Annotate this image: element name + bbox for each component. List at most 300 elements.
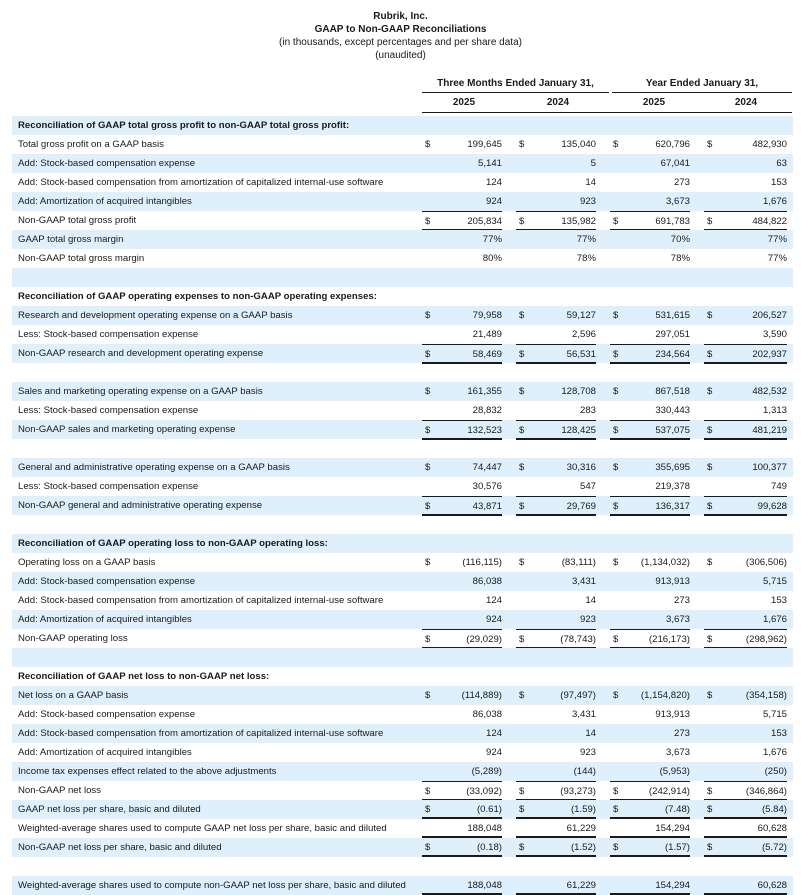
value-cell: [704, 496, 787, 516]
cell-value: (1,154,820): [640, 690, 690, 701]
cell-value: (1.57): [664, 842, 690, 853]
cell-value: 330,443: [655, 405, 690, 416]
table-row: [12, 211, 793, 230]
currency-symbol: $: [425, 690, 431, 701]
cell-value: 14: [585, 728, 596, 739]
table-row: [12, 249, 793, 268]
cell-value: 80%: [482, 253, 502, 264]
year-header-3: 2025: [642, 97, 666, 108]
value-cell: [704, 705, 787, 723]
value-cell: [610, 762, 690, 780]
value-cell: [422, 420, 502, 440]
value-cell: [422, 135, 502, 153]
section-label: Reconciliation of GAAP operating loss to non-GAAP operating loss:: [18, 538, 328, 549]
currency-symbol: $: [425, 842, 431, 853]
table-row: [12, 838, 793, 857]
currency-symbol: $: [425, 216, 431, 227]
cell-value: 30,576: [472, 481, 502, 492]
table-row: [12, 496, 793, 515]
value-cell: [422, 477, 502, 495]
spacer-row: [12, 363, 793, 382]
currency-symbol: $: [613, 786, 619, 797]
cell-value: 273: [673, 177, 690, 188]
cell-value: 79,958: [472, 310, 502, 321]
spacer-row: [12, 515, 793, 534]
value-cell: [704, 325, 787, 343]
cell-value: 482,532: [752, 386, 787, 397]
value-cell: [422, 629, 502, 649]
section-label: Reconciliation of GAAP operating expenses to non-GAAP operating expenses:: [18, 291, 377, 302]
currency-symbol: $: [519, 501, 525, 512]
currency-symbol: $: [707, 216, 713, 227]
currency-symbol: $: [613, 386, 619, 397]
value-cell: [610, 458, 690, 476]
value-cell: [422, 344, 502, 364]
value-cell: [422, 686, 502, 704]
cell-value: (250): [764, 766, 787, 777]
currency-symbol: $: [519, 139, 525, 150]
currency-symbol: $: [425, 786, 431, 797]
cell-value: 5,715: [762, 709, 787, 720]
currency-symbol: $: [613, 310, 619, 321]
value-cell: [422, 743, 502, 761]
value-cell: [610, 401, 690, 419]
value-cell: [422, 458, 502, 476]
value-cell: [610, 724, 690, 742]
year-header-2: 2024: [546, 97, 570, 108]
table-row: [12, 743, 793, 762]
table-row: [12, 876, 793, 895]
table-row: [12, 306, 793, 325]
value-cell: [516, 762, 596, 780]
cell-value: 100,377: [752, 462, 787, 473]
cell-value: (7.48): [664, 804, 690, 815]
row-label: Operating loss on a GAAP basis: [18, 557, 156, 568]
currency-symbol: $: [613, 349, 619, 360]
cell-value: 188,048: [467, 880, 502, 891]
currency-symbol: $: [707, 690, 713, 701]
value-cell: [704, 249, 787, 267]
value-cell: [422, 553, 502, 571]
row-label: General and administrative operating expense on a GAAP basis: [18, 462, 290, 473]
cell-value: (306,506): [745, 557, 787, 568]
row-label: Add: Stock-based compensation from amortization of capitalized internal-use software: [18, 728, 384, 739]
value-cell: [610, 819, 690, 838]
cell-value: 21,489: [472, 329, 502, 340]
cell-value: 913,913: [655, 709, 690, 720]
year-ended-header: Year Ended January 31,: [645, 78, 759, 89]
row-label: Weighted-average shares used to compute GAAP net loss per share, basic and diluted: [18, 823, 387, 834]
section-label: Reconciliation of GAAP net loss to non-GAAP net loss:: [18, 671, 270, 682]
table-row: [12, 382, 793, 401]
cell-value: 153: [770, 595, 787, 606]
table-row: [12, 477, 793, 496]
currency-symbol: $: [707, 462, 713, 473]
value-cell: [704, 344, 787, 364]
cell-value: 14: [585, 595, 596, 606]
currency-symbol: $: [707, 842, 713, 853]
cell-value: 1,676: [762, 747, 787, 758]
cell-value: 3,431: [571, 576, 596, 587]
cell-value: 481,219: [752, 425, 787, 436]
row-label: Non-GAAP general and administrative operating expense: [18, 500, 263, 511]
value-cell: [610, 876, 690, 895]
value-cell: [422, 192, 502, 210]
cell-value: 135,982: [561, 216, 596, 227]
value-cell: [516, 800, 596, 819]
cell-value: 136,317: [655, 501, 690, 512]
cell-value: (114,889): [461, 690, 502, 701]
cell-value: (5.72): [761, 842, 787, 853]
value-cell: [610, 800, 690, 819]
cell-value: 923: [579, 614, 596, 625]
value-cell: [516, 420, 596, 440]
cell-value: 128,708: [561, 386, 596, 397]
cell-value: 484,822: [752, 216, 787, 227]
cell-value: 77%: [767, 234, 787, 245]
report-subtitle: (in thousands, except percentages and per share data): [279, 37, 522, 48]
value-cell: [610, 382, 690, 400]
cell-value: (5.84): [761, 804, 787, 815]
cell-value: 67,041: [660, 158, 690, 169]
cell-value: 161,355: [467, 386, 502, 397]
value-cell: [422, 762, 502, 780]
value-cell: [610, 211, 690, 231]
value-cell: [422, 249, 502, 267]
table-row: [12, 325, 793, 344]
value-cell: [422, 173, 502, 191]
spacer-row: [12, 439, 793, 458]
value-cell: [704, 230, 787, 248]
cell-value: 297,051: [655, 329, 690, 340]
three-months-header: Three Months Ended January 31,: [437, 78, 594, 89]
currency-symbol: $: [425, 557, 431, 568]
table-row: [12, 135, 793, 154]
value-cell: [422, 382, 502, 400]
row-label: Non-GAAP sales and marketing operating expense: [18, 424, 236, 435]
table-row: [12, 230, 793, 249]
cell-value: (33,092): [466, 786, 502, 797]
table-row: [12, 154, 793, 173]
value-cell: [704, 686, 787, 704]
currency-symbol: $: [519, 804, 525, 815]
cell-value: (346,864): [745, 786, 787, 797]
value-cell: [610, 838, 690, 857]
value-cell: [610, 591, 690, 609]
cell-value: 78%: [576, 253, 596, 264]
value-cell: [704, 477, 787, 495]
value-cell: [422, 705, 502, 723]
cell-value: 43,871: [472, 501, 502, 512]
cell-value: 154,294: [655, 880, 690, 891]
row-label: Non-GAAP total gross margin: [18, 253, 145, 264]
value-cell: [704, 591, 787, 609]
cell-value: (1,134,032): [640, 557, 690, 568]
value-cell: [704, 800, 787, 819]
cell-value: 61,229: [566, 823, 596, 834]
header-bottom-rule: [422, 112, 792, 113]
currency-symbol: $: [707, 386, 713, 397]
cell-value: (1.52): [570, 842, 596, 853]
cell-value: 3,431: [571, 709, 596, 720]
value-cell: [516, 477, 596, 495]
value-cell: [516, 572, 596, 590]
cell-value: 1,676: [762, 614, 787, 625]
currency-symbol: $: [613, 425, 619, 436]
table-row: [12, 458, 793, 477]
currency-symbol: $: [707, 786, 713, 797]
cell-value: 219,378: [655, 481, 690, 492]
currency-symbol: $: [613, 804, 619, 815]
value-cell: [610, 553, 690, 571]
cell-value: 124: [485, 595, 502, 606]
value-cell: [516, 838, 596, 857]
table-row: [12, 610, 793, 629]
row-label: Add: Amortization of acquired intangibles: [18, 747, 192, 758]
cell-value: 3,673: [665, 747, 690, 758]
cell-value: 537,075: [655, 425, 690, 436]
table-row: [12, 762, 793, 781]
table-row: [12, 173, 793, 192]
cell-value: 620,796: [655, 139, 690, 150]
value-cell: [610, 781, 690, 801]
currency-symbol: $: [613, 501, 619, 512]
value-cell: [610, 173, 690, 191]
currency-symbol: $: [519, 310, 525, 321]
cell-value: 482,930: [752, 139, 787, 150]
row-label: Total gross profit on a GAAP basis: [18, 139, 164, 150]
cell-value: 70%: [670, 234, 690, 245]
value-cell: [704, 192, 787, 210]
row-label: Add: Stock-based compensation expense: [18, 709, 196, 720]
table-row: [12, 819, 793, 838]
cell-value: (354,158): [745, 690, 787, 701]
value-cell: [516, 458, 596, 476]
value-cell: [422, 591, 502, 609]
value-cell: [422, 325, 502, 343]
cell-value: 124: [485, 728, 502, 739]
cell-value: (242,914): [648, 786, 690, 797]
row-label: Less: Stock-based compensation expense: [18, 481, 199, 492]
value-cell: [610, 496, 690, 516]
currency-symbol: $: [707, 804, 713, 815]
currency-symbol: $: [613, 557, 619, 568]
row-label: Add: Stock-based compensation from amortization of capitalized internal-use software: [18, 177, 384, 188]
cell-value: 2,596: [571, 329, 596, 340]
cell-value: 205,834: [467, 216, 502, 227]
cell-value: (83,111): [561, 557, 596, 568]
currency-symbol: $: [613, 462, 619, 473]
value-cell: [610, 420, 690, 440]
currency-symbol: $: [613, 634, 619, 645]
value-cell: [704, 876, 787, 895]
year-header-4: 2024: [734, 97, 758, 108]
currency-symbol: $: [613, 216, 619, 227]
cell-value: (29,029): [466, 634, 502, 645]
cell-value: 1,676: [762, 196, 787, 207]
cell-value: 58,469: [472, 349, 502, 360]
cell-value: 77%: [482, 234, 502, 245]
value-cell: [610, 629, 690, 649]
currency-symbol: $: [519, 462, 525, 473]
value-cell: [516, 629, 596, 649]
cell-value: 923: [579, 196, 596, 207]
currency-symbol: $: [613, 690, 619, 701]
value-cell: [610, 325, 690, 343]
cell-value: 3,673: [665, 196, 690, 207]
value-cell: [516, 876, 596, 895]
value-cell: [704, 819, 787, 838]
value-cell: [422, 230, 502, 248]
row-label: Non-GAAP operating loss: [18, 633, 128, 644]
cell-value: 199,645: [467, 139, 502, 150]
report-title: GAAP to Non-GAAP Reconciliations: [314, 24, 487, 35]
row-label: Non-GAAP net loss: [18, 785, 102, 796]
cell-value: 283: [579, 405, 596, 416]
currency-symbol: $: [519, 634, 525, 645]
value-cell: [422, 724, 502, 742]
value-cell: [610, 344, 690, 364]
table-row: [12, 344, 793, 363]
table-row: [12, 705, 793, 724]
value-cell: [516, 211, 596, 231]
cell-value: 78%: [670, 253, 690, 264]
cell-value: 132,523: [467, 425, 502, 436]
cell-value: 924: [485, 196, 502, 207]
spacer-row: [12, 648, 793, 667]
cell-value: 3,673: [665, 614, 690, 625]
cell-value: 273: [673, 728, 690, 739]
value-cell: [610, 477, 690, 495]
cell-value: (5,289): [471, 766, 502, 777]
unaudited-note: (unaudited): [375, 50, 426, 61]
value-cell: [704, 154, 787, 172]
cell-value: 77%: [767, 253, 787, 264]
cell-value: (5,953): [659, 766, 690, 777]
value-cell: [610, 135, 690, 153]
value-cell: [422, 572, 502, 590]
value-cell: [516, 192, 596, 210]
row-label: Non-GAAP total gross profit: [18, 215, 137, 226]
currency-symbol: $: [425, 804, 431, 815]
cell-value: 5: [590, 158, 596, 169]
cell-value: 749: [770, 481, 787, 492]
cell-value: 128,425: [561, 425, 596, 436]
value-cell: [704, 724, 787, 742]
row-label: Add: Stock-based compensation expense: [18, 576, 196, 587]
cell-value: 154,294: [655, 823, 690, 834]
value-cell: [516, 344, 596, 364]
cell-value: 29,769: [566, 501, 596, 512]
value-cell: [422, 154, 502, 172]
currency-symbol: $: [519, 425, 525, 436]
value-cell: [516, 230, 596, 248]
currency-symbol: $: [519, 386, 525, 397]
value-cell: [704, 382, 787, 400]
cell-value: (298,962): [745, 634, 787, 645]
currency-symbol: $: [425, 462, 431, 473]
cell-value: 691,783: [655, 216, 690, 227]
value-cell: [704, 553, 787, 571]
value-cell: [610, 610, 690, 628]
value-cell: [422, 610, 502, 628]
value-cell: [422, 781, 502, 801]
table-row: [12, 781, 793, 800]
value-cell: [516, 724, 596, 742]
value-cell: [516, 591, 596, 609]
cell-value: 924: [485, 614, 502, 625]
cell-value: 531,615: [655, 310, 690, 321]
row-label: Research and development operating expense on a GAAP basis: [18, 310, 293, 321]
cell-value: (93,273): [560, 786, 596, 797]
table-row: [12, 591, 793, 610]
value-cell: [422, 211, 502, 231]
row-label: GAAP total gross margin: [18, 234, 124, 245]
currency-symbol: $: [613, 139, 619, 150]
value-cell: [516, 154, 596, 172]
value-cell: [610, 743, 690, 761]
currency-symbol: $: [425, 139, 431, 150]
cell-value: (97,497): [560, 690, 596, 701]
value-cell: [516, 610, 596, 628]
currency-symbol: $: [425, 349, 431, 360]
value-cell: [704, 135, 787, 153]
section-label: Reconciliation of GAAP total gross profit to non-GAAP total gross profit:: [18, 120, 350, 131]
currency-symbol: $: [707, 310, 713, 321]
cell-value: (116,115): [462, 557, 502, 568]
value-cell: [516, 705, 596, 723]
value-cell: [610, 230, 690, 248]
section-header: [12, 667, 793, 686]
value-cell: [610, 154, 690, 172]
row-label: Income tax expenses effect related to the above adjustments: [18, 766, 277, 777]
value-cell: [422, 800, 502, 819]
value-cell: [610, 572, 690, 590]
cell-value: 5,715: [762, 576, 787, 587]
cell-value: 202,937: [752, 349, 787, 360]
cell-value: (0.18): [476, 842, 502, 853]
cell-value: 124: [485, 177, 502, 188]
cell-value: 28,832: [472, 405, 502, 416]
value-cell: [704, 211, 787, 231]
row-label: Less: Stock-based compensation expense: [18, 329, 199, 340]
currency-symbol: $: [425, 386, 431, 397]
cell-value: (216,173): [648, 634, 690, 645]
row-label: Non-GAAP net loss per share, basic and diluted: [18, 842, 222, 853]
currency-symbol: $: [707, 139, 713, 150]
cell-value: 56,531: [566, 349, 596, 360]
row-label: GAAP net loss per share, basic and diluted: [18, 804, 201, 815]
value-cell: [704, 401, 787, 419]
section-header: [12, 287, 793, 306]
cell-value: 60,628: [757, 880, 787, 891]
cell-value: 547: [579, 481, 596, 492]
cell-value: 30,316: [566, 462, 596, 473]
value-cell: [422, 819, 502, 838]
cell-value: 99,628: [757, 501, 787, 512]
spacer-row: [12, 268, 793, 287]
cell-value: 61,229: [566, 880, 596, 891]
currency-symbol: $: [519, 557, 525, 568]
value-cell: [704, 743, 787, 761]
table-row: [12, 192, 793, 211]
cell-value: 273: [673, 595, 690, 606]
cell-value: (0.61): [476, 804, 502, 815]
table-row: [12, 686, 793, 705]
company-name: Rubrik, Inc.: [373, 11, 428, 22]
value-cell: [422, 401, 502, 419]
year-header-1: 2025: [452, 97, 476, 108]
